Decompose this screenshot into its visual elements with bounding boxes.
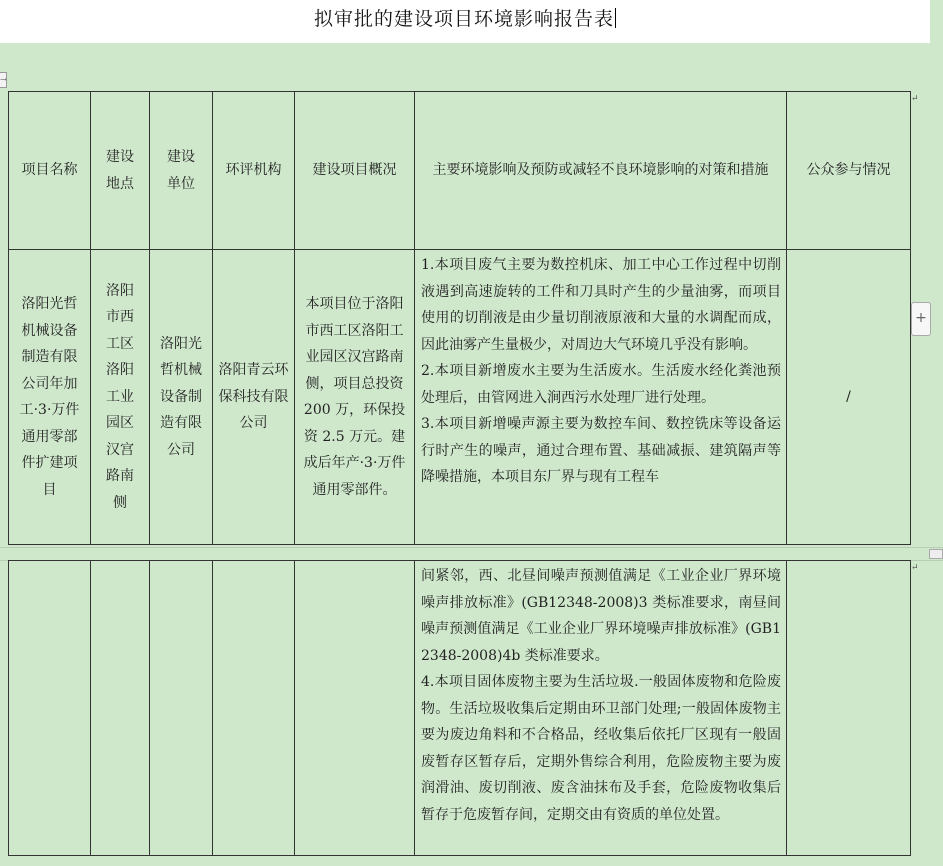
add-row-button[interactable]: + bbox=[911, 302, 931, 336]
measure-paragraph: 1.本项目废气主要为数控机床、加工中心工作过程中切削液遇到高速旋转的工件和刀具时产生的少量油雾，而项目使用的切削液是由少量切削液原液和大量的水调配而成，因此油雾产生量极少，对周边大气环境几乎没有影响。 bbox=[421, 257, 781, 353]
cell-measures-page2[interactable] bbox=[415, 561, 787, 856]
page-top-area bbox=[0, 0, 930, 43]
cell-public[interactable]: / bbox=[787, 250, 911, 545]
page-break bbox=[0, 547, 943, 561]
header-public[interactable]: 公众参与情况 bbox=[787, 92, 911, 250]
table-row-continued bbox=[9, 561, 911, 856]
header-location[interactable]: 建设地点 bbox=[91, 92, 150, 250]
cell-eia-agency-continued[interactable] bbox=[213, 561, 295, 856]
expand-arrow-icon[interactable]: → bbox=[0, 72, 7, 88]
measure-paragraph: 3.本项目新增噪声源主要为数控车间、数控铣床等设备运行时产生的噪声，通过合理布置、基础减振、建筑隔声等降噪措施，本项目东厂界与现有工程车 bbox=[421, 416, 781, 485]
cell-project-name-continued[interactable] bbox=[9, 561, 91, 856]
header-unit[interactable]: 建设单位 bbox=[150, 92, 213, 250]
document-title-line[interactable] bbox=[0, 4, 930, 31]
measure-paragraph: 4.本项目固体废物主要为生活垃圾.一般固体废物和危险废物。生活垃圾收集后定期由环卫部门处理;一般固体废物主要为废边角料和不合格品，经收集后依托厂区现有一般固废暂存区暂存后，定期外售综合利用，危险废物主要为废润滑油、废切削液、废含油抹布及手套，危险废物收集后暂存于危废暂存间，定期交由有资质的单位处置。 bbox=[421, 674, 781, 823]
report-table-page2 bbox=[8, 560, 911, 856]
header-project-name[interactable]: 项目名称 bbox=[9, 92, 91, 250]
measure-paragraph: 间紧邻，西、北昼间噪声预测值满足《工业企业厂界环境噪声排放标准》(GB12348-2008)3 类标准要求，南昼间噪声预测值满足《工业企业厂界环境噪声排放标准》(GB12348-2008)4b 类标准要求。 bbox=[421, 568, 781, 664]
header-overview[interactable]: 建设项目概况 bbox=[295, 92, 415, 250]
cell-project-name[interactable]: 洛阳光哲机械设备制造有限公司年加工·3·万件通用零部件扩建项目 bbox=[9, 250, 91, 545]
cell-location-continued[interactable] bbox=[91, 561, 150, 856]
cell-measures-page1[interactable] bbox=[415, 250, 787, 545]
cell-unit[interactable]: 洛阳光哲机械设备制造有限公司 bbox=[150, 250, 213, 545]
header-measures[interactable]: 主要环境影响及预防或减轻不良环境影响的对策和措施 bbox=[415, 92, 787, 250]
cell-unit-continued[interactable] bbox=[150, 561, 213, 856]
page-break-marker-icon bbox=[929, 549, 943, 559]
cell-location[interactable]: 洛阳市西工区洛阳工业园区汉宫路南侧 bbox=[91, 250, 150, 545]
report-table-page1 bbox=[8, 91, 911, 545]
measure-paragraph: 2.本项目新增废水主要为生活废水。生活废水经化粪池预处理后，由管网进入涧西污水处理厂进行处理。 bbox=[421, 363, 781, 406]
cell-eia-agency[interactable]: 洛阳青云环保科技有限公司 bbox=[213, 250, 295, 545]
cell-overview[interactable]: 本项目位于洛阳市西工区洛阳工业园区汉宫路南侧，项目总投资 200 万，环保投资 2.5 万元。建成后年产·3·万件通用零部件。 bbox=[295, 250, 415, 545]
table-row bbox=[9, 250, 911, 545]
document-title: 拟审批的建设项目环境影响报告表 bbox=[313, 8, 614, 30]
table-header-row bbox=[9, 92, 911, 250]
end-of-row-mark: ↵ bbox=[911, 563, 919, 573]
end-of-row-mark: ↵ bbox=[911, 94, 919, 104]
cell-public-continued[interactable] bbox=[787, 561, 911, 856]
header-eia-agency[interactable]: 环评机构 bbox=[213, 92, 295, 250]
text-caret bbox=[615, 8, 616, 28]
cell-overview-continued[interactable] bbox=[295, 561, 415, 856]
